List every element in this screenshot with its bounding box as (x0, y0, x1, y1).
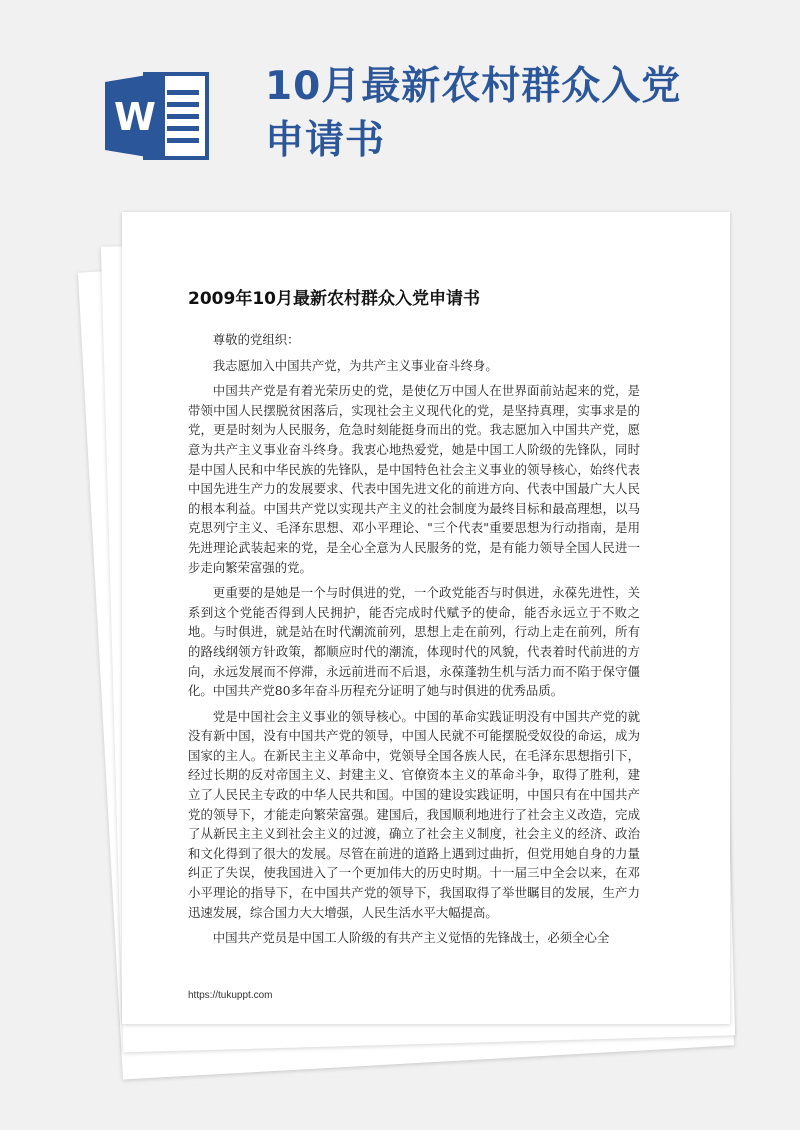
paragraph: 中国共产党员是中国工人阶级的有共产主义觉悟的先锋战士，必须全心全 (212, 930, 610, 946)
footer-url: https://tukuppt.com (188, 990, 273, 1001)
paragraph: 中国共产党是有着光荣历史的党，是使亿万中国人在世界面前站起来的党，是带领中国人民摆脱贫困落后，实现社会主义现代化的党，是坚持真理，实事求是的党，更是时刻为人民服务，危急时刻能挺身而出的党。我志愿加入中国共产党，愿意为共产主义事业奋斗终身。我衷心地热爱党，她是中国工人阶级的先锋队，同时是中国人民和中华民族的先锋队，是中国特色社会主义事业的领导核心，始终代表中国先进生产力的发展要求、代表中国先进文化的前进方向、代表中国最广大人民的根本利益。中国共产党以实现共产主义的社会制度为最终目标和最高理想，以马克思列宁主义、毛泽东思想、邓小平理论、"三个代表"重要思想为行动指南，是用先进理论武装起来的党，是全心全意为人民服务的党，是有能力领导全国人民进一步走向繁荣富强的党。 (188, 383, 640, 575)
document-title: 10月最新农村群众入党申请书 (265, 64, 682, 163)
paragraph: 更重要的是她是一个与时俱进的党，一个政党能否与时俱进，永葆先进性，关系到这个党能否得到人民拥护，能否完成时代赋予的使命，能否永远立于不败之地。与时俱进，就是站在时代潮流前列，思想上走在前列，行动上走在前列，所有的路线纲领方针政策，都顺应时代的潮流，体现时代的风貌，代表着时代前进的方向，永远发展而不停滞，永远前进而不后退，永葆蓬勃生机与活力而不陷于保守僵化。中国共产党80多年奋斗历程充分证明了她与时俱进的优秀品质。 (188, 585, 640, 699)
word-document-icon (105, 68, 213, 164)
page-heading: 2009年10月最新农村群众入党申请书 (188, 289, 480, 309)
document-body (188, 330, 640, 954)
paragraph: 我志愿加入中国共产党，为共产主义事业奋斗终身。 (212, 357, 498, 373)
salutation: 尊敬的党组织： (212, 332, 300, 347)
svg-text:W: W (114, 95, 156, 139)
header (0, 0, 800, 200)
paragraph: 党是中国社会主义事业的领导核心。中国的革命实践证明没有中国共产党的就没有新中国，没有中国共产党的领导，中国人民就不可能摆脱受奴役的命运，成为国家的主人。在新民主主义革命中，党领导全国各族人民，在毛泽东思想指引下，经过长期的反对帝国主义、封建主义、官僚资本主义的革命斗争，取得了胜利，建立了人民民主专政的中华人民共和国。中国的建设实践证明，中国只有在中国共产党的领导下，才能走向繁荣富强。建国后，我国顺利地进行了社会主义改造，完成了从新民主主义到社会主义的过渡，确立了社会主义制度，社会主义的经济、政治和文化得到了很大的发展。尽管在前进的道路上遇到过曲折，但党用她自身的力量纠正了失误，使我国进入了一个更加伟大的历史时期。十一届三中全会以来，在邓小平理论的指导下，在中国共产党的领导下，我国取得了举世瞩目的发展，生产力迅速发展，综合国力大大增强，人民生活水平大幅提高。 (188, 708, 640, 920)
document-page (122, 212, 730, 1024)
